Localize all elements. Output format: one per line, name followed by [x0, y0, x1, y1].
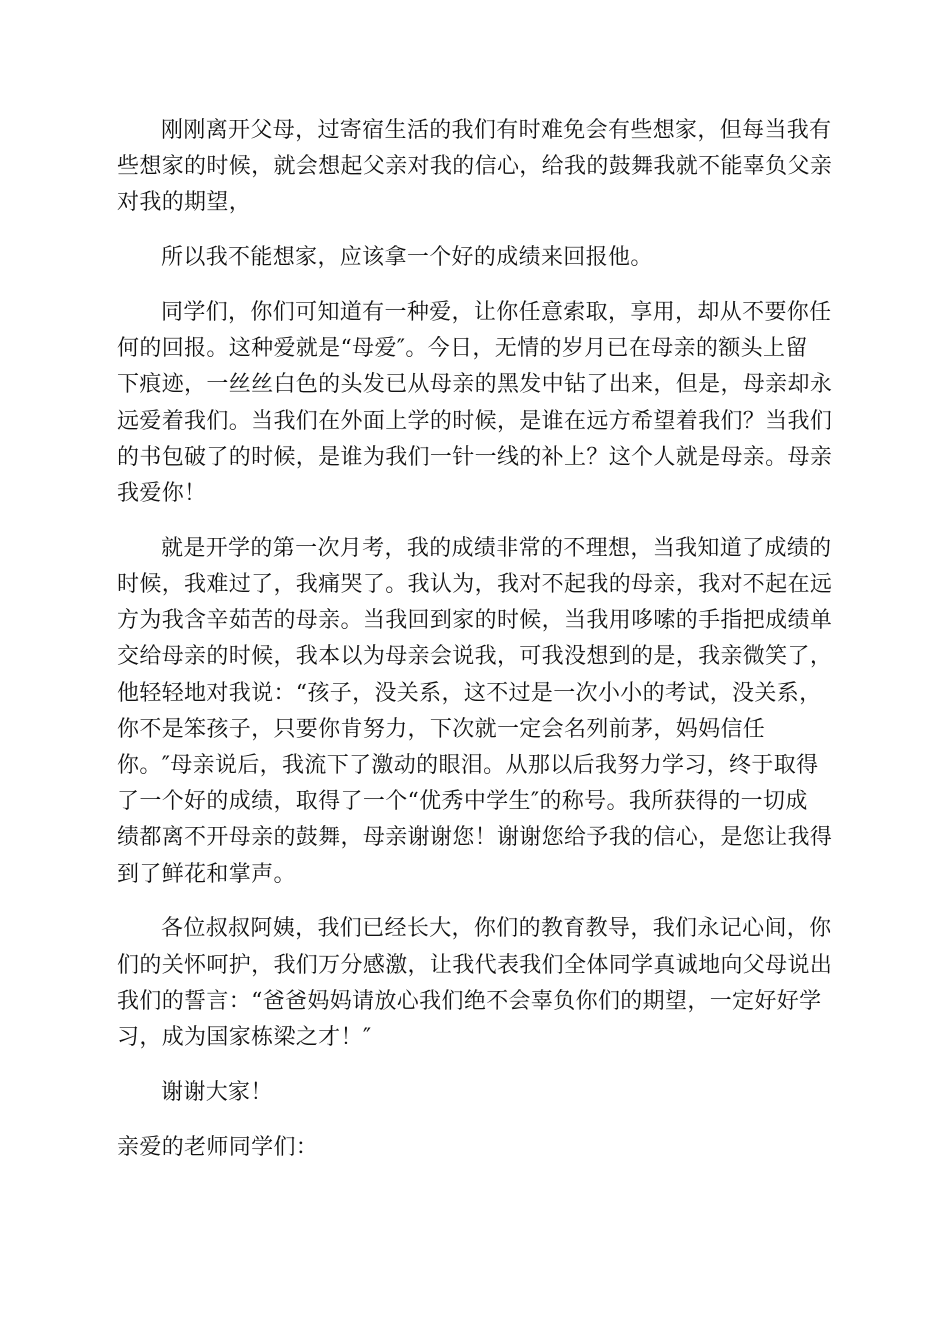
- text-line: 何的回报。这种爱就是“母爱″。今日，无情的岁月已在母亲的额头上留: [117, 336, 808, 362]
- document-page: [117, 113, 833, 1166]
- text-line: 的书包破了的时候，是谁为我们一针一线的补上？这个人就是母亲。母亲: [117, 444, 833, 470]
- paragraph-homesick: [117, 113, 833, 222]
- text-line: 习，成为国家栋梁之才！″: [117, 1025, 372, 1051]
- text-line: 远爱着我们。当我们在外面上学的时候，是谁在远方希望着我们？当我们: [117, 408, 833, 434]
- text-line: 他轻轻地对我说：“孩子，没关系，这不过是一次小小的考试，没关系，: [117, 680, 822, 706]
- paragraph-vow: [117, 911, 833, 1056]
- text-line: 到了鲜花和掌声。: [117, 861, 296, 887]
- text-line: 同学们，你们可知道有一种爱，让你任意索取，享用，却从不要你任: [161, 300, 832, 325]
- text-line: 下痕迹，一丝丝白色的头发已从母亲的黑发中钻了出来，但是，母亲却永: [117, 372, 833, 398]
- text-line: 你。″母亲说后，我流下了激动的眼泪。从那以后我努力学习，终于取得: [117, 753, 819, 779]
- text-line: 对我的期望，: [117, 190, 252, 216]
- paragraph-thanks: [117, 1075, 833, 1111]
- text-line: 了一个好的成绩，取得了一个“优秀中学生″的称号。我所获得的一切成: [117, 789, 808, 815]
- salutation: [117, 1130, 833, 1166]
- text-line: 所以我不能想家，应该拿一个好的成绩来回报他。: [161, 245, 653, 271]
- text-line: 就是开学的第一次月考，我的成绩非常的不理想，当我知道了成绩的: [161, 535, 832, 561]
- text-line: 方为我含辛茹苦的母亲。当我回到家的时候，当我用哆嗦的手指把成绩单: [117, 608, 833, 634]
- text-line: 刚刚离开父母，过寄宿生活的我们有时难免会有些想家，但每当我有: [161, 118, 832, 143]
- text-line: 们的关怀呵护，我们万分感激，让我代表我们全体同学真诚地向父母说出: [117, 952, 833, 978]
- paragraph-resolve: [117, 240, 833, 276]
- text-line: 我爱你！: [117, 481, 207, 507]
- text-line: 谢谢大家！: [161, 1079, 273, 1105]
- text-line: 亲爱的老师同学们：: [117, 1134, 319, 1160]
- text-line: 交给母亲的时候，我本以为母亲会说我，可我没想到的是，我亲微笑了，: [117, 644, 833, 670]
- text-line: 些想家的时候，就会想起父亲对我的信心，给我的鼓舞我就不能辜负父亲: [117, 154, 833, 180]
- paragraph-monthly-exam: [117, 531, 833, 893]
- text-line: 各位叔叔阿姨，我们已经长大，你们的教育教导，我们永记心间，你: [161, 916, 832, 942]
- paragraph-mother-love: [117, 295, 833, 512]
- text-line: 我们的誓言：“爸爸妈妈请放心我们绝不会辜负你们的期望，一定好好学: [117, 988, 822, 1014]
- text-line: 绩都离不开母亲的鼓舞，母亲谢谢您！谢谢您给予我的信心，是您让我得: [117, 825, 833, 851]
- text-line: 你不是笨孩子，只要你肯努力，下次就一定会名列前茅，妈妈信任: [117, 716, 766, 742]
- text-line: 时候，我难过了，我痛哭了。我认为，我对不起我的母亲，我对不起在远: [117, 572, 833, 598]
